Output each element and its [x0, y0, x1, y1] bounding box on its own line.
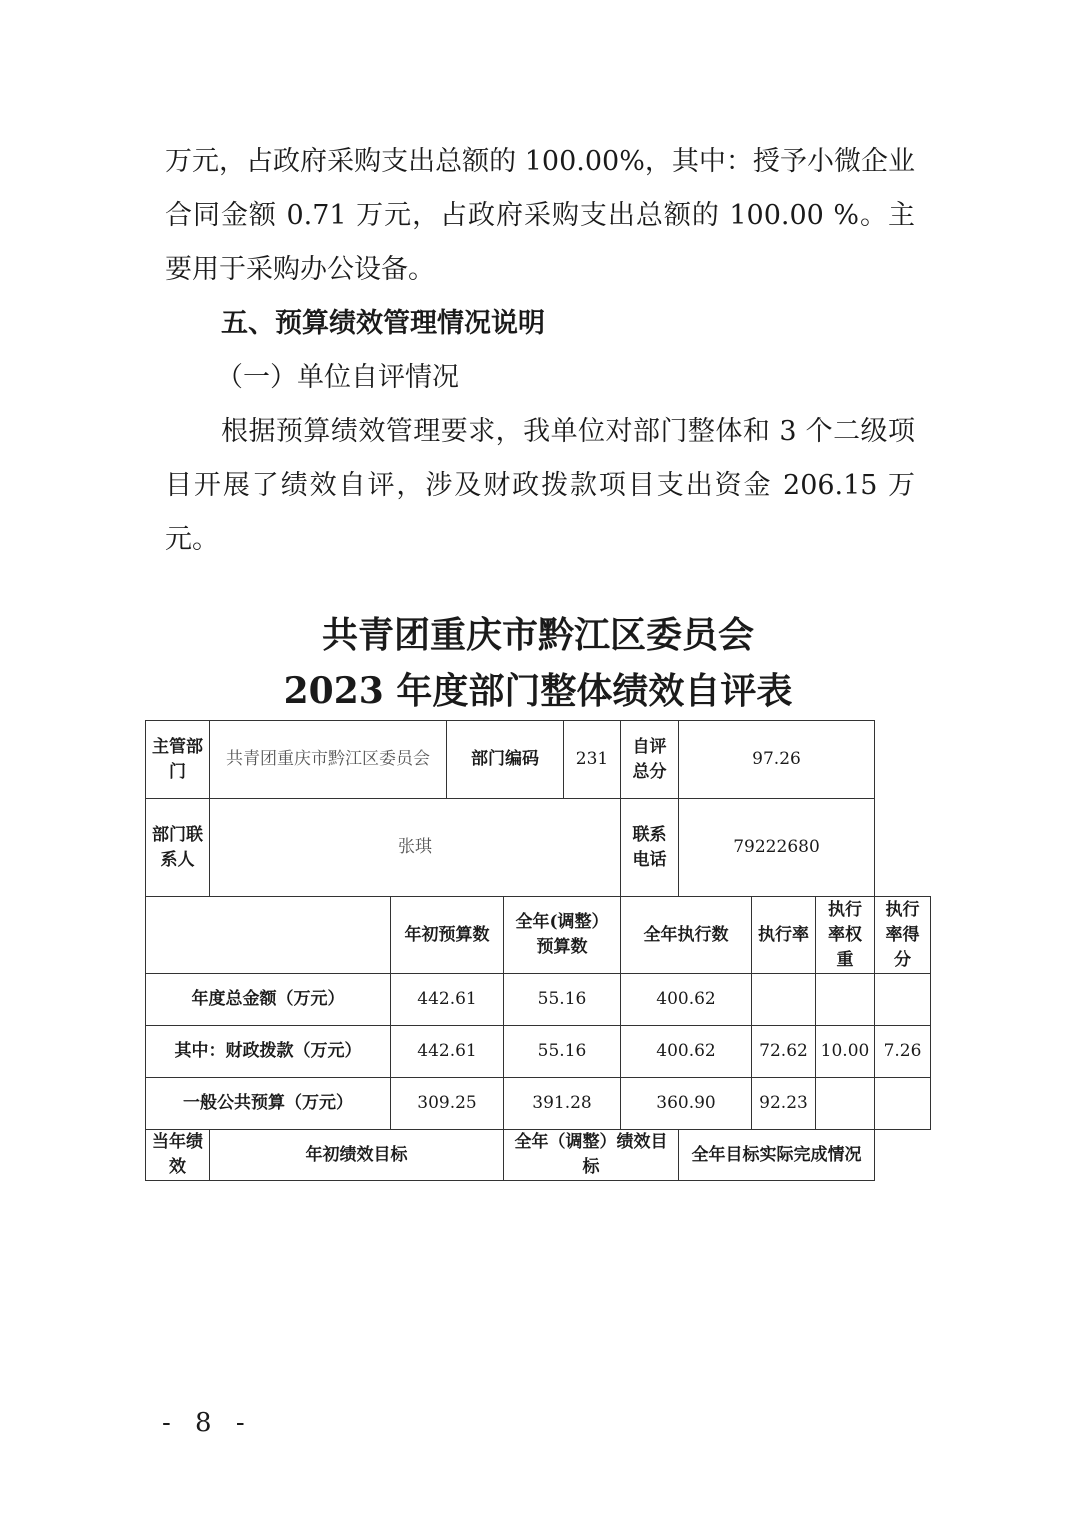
initial-cell: 309.25 [391, 1078, 504, 1130]
perf-label: 当年绩效 [146, 1130, 210, 1181]
executed-cell: 400.62 [621, 974, 752, 1026]
initial-budget-header: 年初预算数 [391, 897, 504, 974]
score-label: 自评总分 [621, 721, 679, 799]
adjusted-cell: 55.16 [504, 974, 621, 1026]
executed-cell: 360.90 [621, 1078, 752, 1130]
initial-cell: 442.61 [391, 1026, 504, 1078]
table-row [146, 721, 931, 799]
section-heading-5: 五、预算绩效管理情况说明 [221, 308, 545, 339]
row-label: 其中：财政拨款（万元） [146, 1026, 391, 1078]
page-number: - 8 - [162, 1408, 253, 1438]
table-row [146, 897, 931, 974]
rate-score-header: 执行率得分 [875, 897, 931, 974]
row-label: 一般公共预算（万元） [146, 1078, 391, 1130]
dept-value: 共青团重庆市黔江区委员会 [210, 721, 447, 799]
initial-cell: 442.61 [391, 974, 504, 1026]
dept-label: 主管部门 [146, 721, 210, 799]
table-title-line1: 共青团重庆市黔江区委员会 [321, 614, 754, 656]
rate-header: 执行率 [752, 897, 816, 974]
phone-label: 联系电话 [621, 799, 679, 897]
table-row [146, 1130, 931, 1181]
actual-completion-header: 全年目标实际完成情况 [679, 1130, 875, 1181]
score-cell: 7.26 [875, 1026, 931, 1078]
executed-cell: 400.62 [621, 1026, 752, 1078]
weight-header: 执行率权重 [816, 897, 875, 974]
score-value: 97.26 [679, 721, 875, 799]
adjusted-budget-header: 全年(调整）预算数 [504, 897, 621, 974]
initial-goal-header: 年初绩效目标 [210, 1130, 504, 1181]
adjusted-cell: 391.28 [504, 1078, 621, 1130]
table-row [146, 974, 931, 1026]
table-row [146, 1078, 931, 1130]
score-cell [875, 974, 931, 1026]
table-title-line2: 2023 年度部门整体绩效自评表 [283, 670, 793, 712]
contact-value: 张琪 [210, 799, 621, 897]
rate-cell: 92.23 [752, 1078, 816, 1130]
executed-header: 全年执行数 [621, 897, 752, 974]
rate-cell: 72.62 [752, 1026, 816, 1078]
table-row [146, 1026, 931, 1078]
weight-cell: 10.00 [816, 1026, 875, 1078]
row-label: 年度总金额（万元） [146, 974, 391, 1026]
subsection-heading-1: （一）单位自评情况 [216, 362, 459, 393]
evaluation-table [145, 720, 931, 1181]
contact-label: 部门联系人 [146, 799, 210, 897]
paragraph-self-evaluation: 根据预算绩效管理要求，我单位对部门整体和 3 个二级项目开展了绩效自评，涉及财政拨款项目支出资金 206.15 万元。 [165, 416, 915, 555]
table-row [146, 799, 931, 897]
adjusted-goal-header: 全年（调整）绩效目标 [504, 1130, 679, 1181]
code-label: 部门编码 [447, 721, 564, 799]
adjusted-cell: 55.16 [504, 1026, 621, 1078]
paragraph-procurement: 万元，占政府采购支出总额的 100.00%，其中：授予小微企业合同金额 0.71 万元，占政府采购支出总额的 100.00 %。主要用于采购办公设备。 [165, 146, 915, 285]
weight-cell [816, 974, 875, 1026]
code-value: 231 [564, 721, 621, 799]
rate-cell [752, 974, 816, 1026]
score-cell [875, 1078, 931, 1130]
weight-cell [816, 1078, 875, 1130]
phone-value: 79222680 [679, 799, 875, 897]
blank-header-cell [146, 897, 391, 974]
